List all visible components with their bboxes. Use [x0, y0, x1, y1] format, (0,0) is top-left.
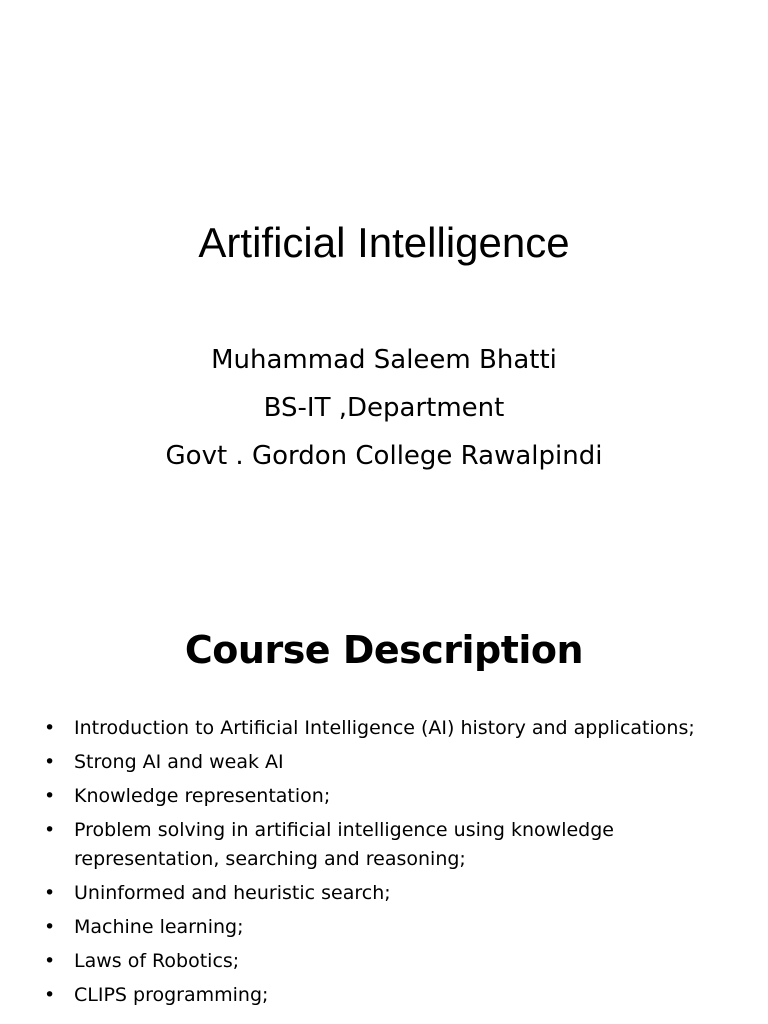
author-name: Muhammad Saleem Bhatti: [211, 345, 557, 375]
bullet-icon: •: [44, 984, 56, 1006]
list-item: [42, 714, 742, 743]
slide-subtitle: [0, 336, 768, 480]
bullet-icon: •: [44, 916, 56, 938]
college-name: Govt . Gordon College Rawalpindi: [165, 441, 603, 471]
bullet-icon: •: [44, 751, 56, 773]
list-item-text: Problem solving in artificial intelligence using knowledge representation, searching and reasoning;: [74, 819, 614, 870]
list-item-text: Strong AI and weak AI: [74, 751, 284, 773]
bullet-icon: •: [44, 882, 56, 904]
slide-title: Course Description: [184, 628, 584, 672]
list-item-text: Machine learning;: [74, 916, 244, 938]
list-item: [42, 879, 742, 908]
list-item-text: Introduction to Artificial Intelligence (AI) history and applications;: [74, 717, 695, 739]
list-item-text: Laws of Robotics;: [74, 950, 240, 972]
bullet-icon: •: [44, 950, 56, 972]
department-name: BS-IT ,Department: [263, 393, 505, 423]
list-item-text: Knowledge representation;: [74, 785, 331, 807]
slide-title: Artificial Intelligence: [198, 219, 570, 266]
list-item-text: CLIPS programming;: [74, 984, 269, 1006]
list-item: [42, 816, 742, 874]
bullet-list: [42, 714, 742, 1015]
list-item: [42, 748, 742, 777]
list-item-text: Uninformed and heuristic search;: [74, 882, 391, 904]
bullet-icon: •: [44, 819, 56, 841]
list-item: [42, 981, 742, 1010]
bullet-icon: •: [44, 717, 56, 739]
list-item: [42, 782, 742, 811]
course-description-slide: [0, 576, 768, 1024]
bullet-icon: •: [44, 785, 56, 807]
list-item: [42, 947, 742, 976]
list-item: [42, 913, 742, 942]
